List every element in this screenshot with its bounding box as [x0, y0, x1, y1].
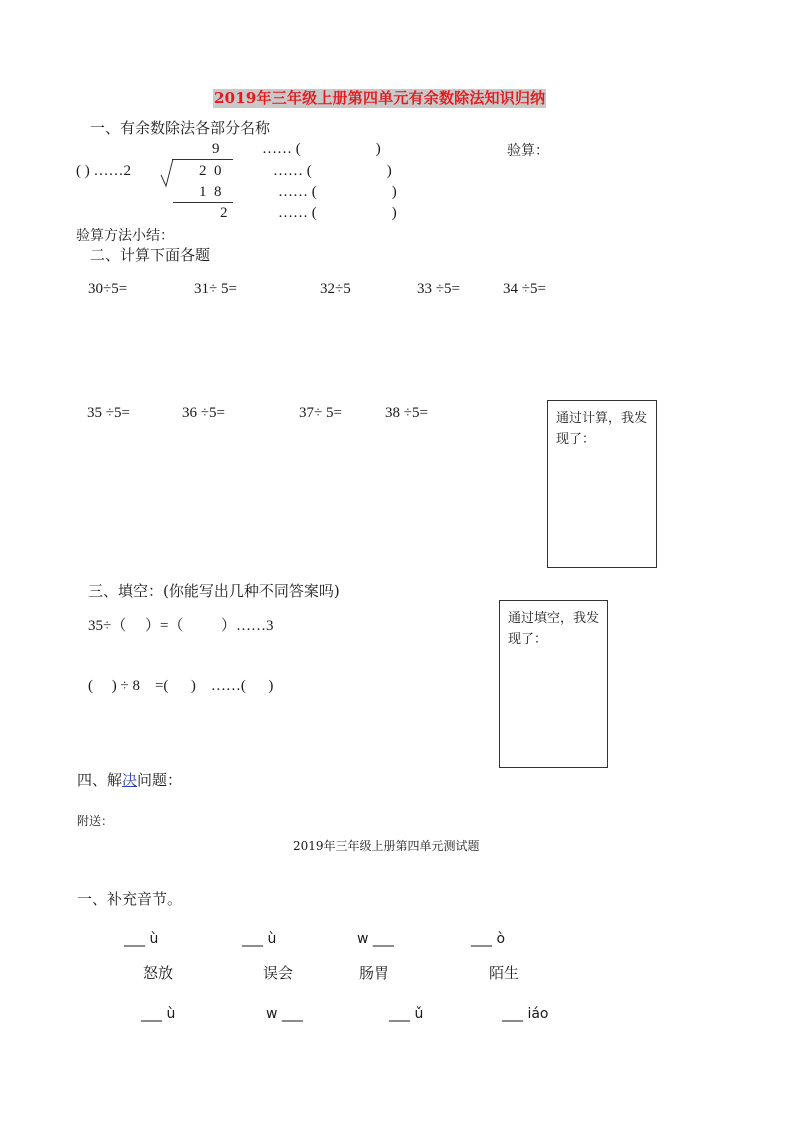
word-wuhui: 误会: [263, 964, 294, 982]
section4-heading: [77, 771, 182, 789]
section2-heading: 二、计算下面各题: [90, 246, 211, 264]
division-bar: [172, 159, 233, 160]
remainder: 2: [220, 205, 228, 221]
calculation-finding-text: 通过计算，我发现了：: [556, 411, 648, 447]
subtraction-line: [173, 202, 233, 203]
divisor-label: ( ) ……2: [76, 163, 131, 179]
section4-heading-suffix: 问题：: [137, 771, 183, 789]
word-changwei: 肠胃: [359, 964, 390, 982]
word-nufang: 怒放: [143, 964, 174, 982]
division-bracket-icon: [160, 158, 174, 188]
quotient: 9: [212, 141, 220, 157]
fill-blank-finding-box[interactable]: [499, 600, 608, 768]
problem-38: 38 ÷5=: [385, 405, 428, 421]
fill-blank-finding-text: 通过填空，我发现了：: [508, 611, 600, 647]
appendix-subtitle: 2019年三年级上册第四单元测试题: [293, 839, 480, 853]
pinyin-blank-6[interactable]: w ___: [266, 1006, 303, 1022]
pinyin-blank-8[interactable]: ___ iáo: [502, 1006, 549, 1022]
section1-heading: 一、有余数除法各部分名称: [90, 119, 271, 137]
check-label: 验算：: [507, 143, 549, 159]
dividend-name-blank[interactable]: …… ( ): [273, 163, 392, 179]
part1-heading: 一、补充音节。: [77, 890, 183, 908]
pinyin-blank-3[interactable]: w ___: [357, 931, 394, 947]
pinyin-blank-4[interactable]: ___ ò: [471, 931, 506, 947]
dividend: 2 0: [199, 163, 222, 179]
remainder-name-blank[interactable]: …… ( ): [278, 205, 397, 221]
fill-blank-equation-1[interactable]: 35÷（ ）=（ ）……3: [88, 618, 274, 634]
solve-link[interactable]: 决: [122, 771, 138, 789]
pinyin-blank-1[interactable]: ___ ù: [124, 931, 159, 947]
pinyin-blank-5[interactable]: ___ ù: [141, 1006, 176, 1022]
quotient-name-blank[interactable]: …… ( ): [262, 141, 381, 157]
problem-34: 34 ÷5=: [503, 281, 546, 297]
problem-33: 33 ÷5=: [417, 281, 460, 297]
pinyin-blank-7[interactable]: ___ ǔ: [389, 1006, 424, 1022]
appendix-label: 附送：: [77, 814, 114, 828]
product: 1 8: [199, 184, 222, 200]
problem-37: 37÷ 5=: [299, 405, 342, 421]
product-name-blank[interactable]: …… ( ): [278, 184, 397, 200]
section4-heading-prefix: 四、解: [77, 771, 123, 789]
calculation-finding-box[interactable]: [547, 400, 657, 568]
pinyin-blank-2[interactable]: ___ ù: [242, 931, 277, 947]
problem-30: 30÷5=: [88, 281, 128, 297]
problem-32: 32÷5: [320, 281, 351, 297]
document-title: 2019年三年级上册第四单元有余数除法知识归纳: [214, 89, 546, 107]
problem-36: 36 ÷5=: [182, 405, 225, 421]
check-summary-label: 验算方法小结：: [76, 228, 174, 244]
word-mosheng: 陌生: [489, 964, 520, 982]
problem-31: 31÷ 5=: [194, 281, 237, 297]
fill-blank-equation-2[interactable]: ( ) ÷ 8 =( ) ……( ): [88, 678, 274, 694]
section3-heading: 三、填空：(你能写出几种不同答案吗): [88, 582, 340, 600]
problem-35: 35 ÷5=: [87, 405, 130, 421]
